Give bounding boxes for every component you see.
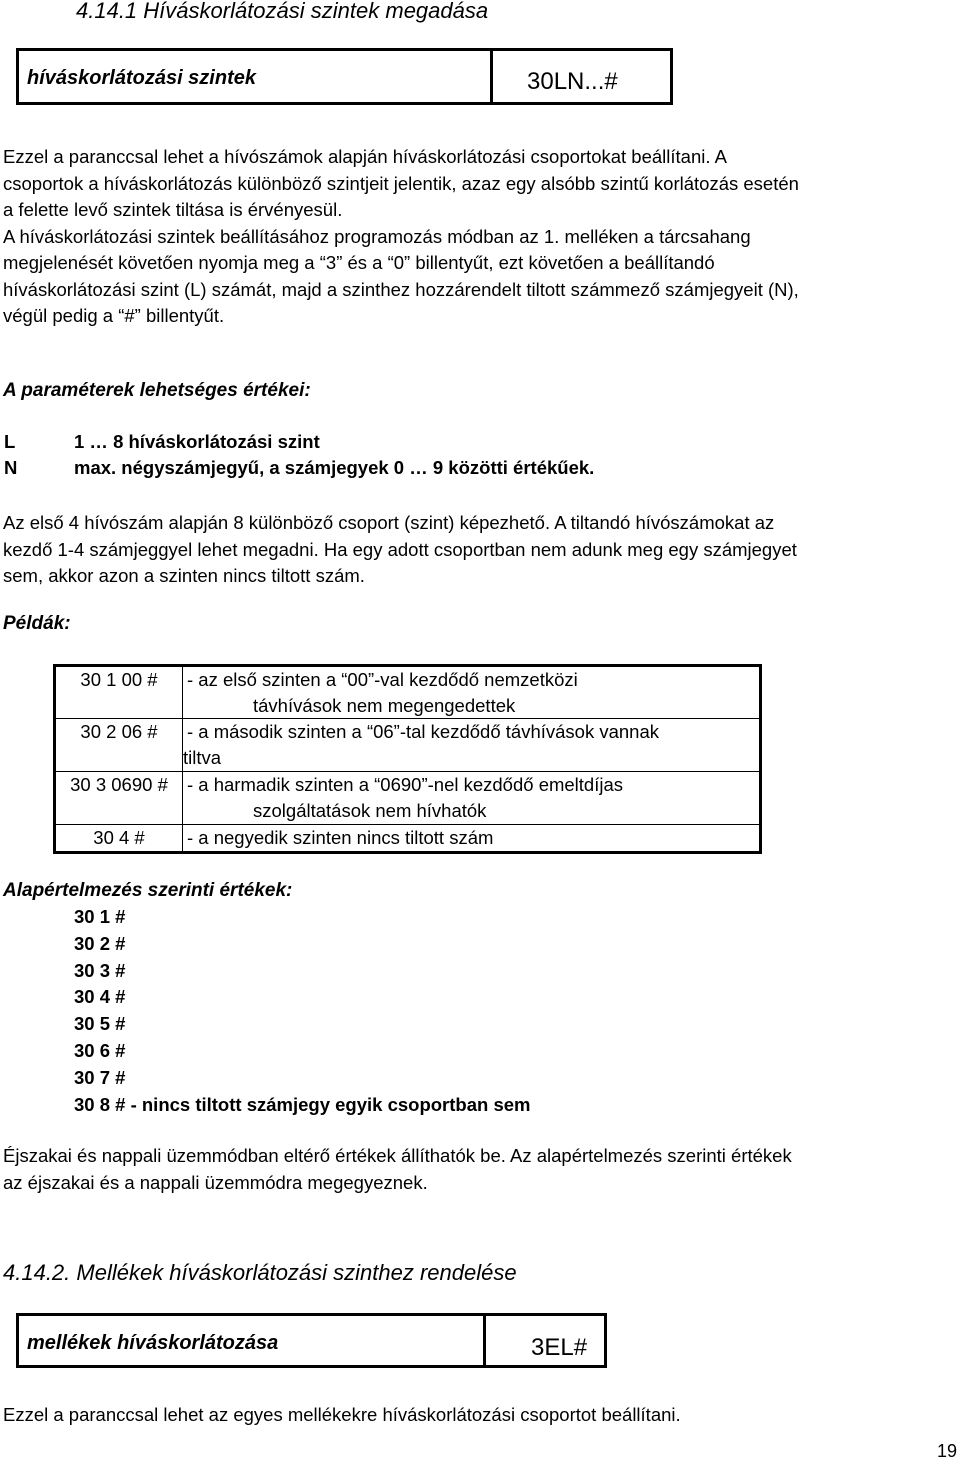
intro-line: végül pedig a “#” billentyűt. [3,305,225,326]
table-row [55,666,761,719]
info-line: Az első 4 hívószám alapján 8 különböző csoport (szint) képezhető. A tiltandó hívószámokat az [3,512,775,533]
example-desc-line1: - az első szinten a “00”-val kezdődő nemzetközi [187,669,578,690]
defaults-list [74,904,530,1118]
example-desc [183,772,761,825]
example-code: 30 2 06 # [55,719,183,772]
intro-line: A híváskorlátozási szintek beállításához programozás módban az 1. melléken a tárcsahang [3,225,751,247]
param-value-n: max. négyszámjegyű, a számjegyek 0 … 9 közötti értékűek. [74,457,595,478]
list-item: 30 4 # [74,986,126,1008]
examples-table [53,664,762,854]
param-key-n: N [4,457,18,478]
table-row [55,772,761,825]
params-heading: A paraméterek lehetséges értékei: [3,380,311,401]
example-desc-line1: - a második szinten a “06”-tal kezdődő távhívások vannak [187,721,659,742]
list-item: 30 2 # [74,932,126,954]
section-2-title: 4.14.2. Mellékek híváskorlátozási szinthez rendelése [3,1260,517,1285]
example-code: 30 4 # [55,825,183,853]
section-1-title: 4.14.1 Híváskorlátozási szintek megadása [76,0,489,23]
command-code: 3EL# [531,1334,588,1361]
list-item: 30 3 # [74,959,126,981]
intro-paragraph [3,144,799,330]
example-desc-line2: szolgáltatások nem hívhatók [253,799,487,821]
example-code: 30 3 0690 # [55,772,183,825]
info-line: sem, akkor azon a szinten nincs tiltott szám. [3,565,365,586]
list-item: 30 7 # [74,1066,126,1088]
example-desc [183,666,761,719]
example-desc-line1: - a harmadik szinten a “0690”-nel kezdődő emeltdíjas [187,774,624,795]
list-item: 30 8 # - nincs tiltott számjegy egyik csoportban sem [74,1093,531,1115]
example-desc [183,719,761,772]
page-number: 19 [937,1441,958,1461]
box-divider [490,51,493,102]
examples-heading: Példák: [3,613,71,634]
night-day-paragraph [3,1143,792,1196]
box-divider [483,1316,486,1365]
command-box-extension-restriction [16,1313,607,1368]
example-desc-line2: tiltva [183,746,222,768]
intro-line: csoportok a híváskorlátozás különböző szintjeit jelentik, azaz egy alsóbb szintű korlátozás esetén [3,172,799,194]
final-paragraph: Ezzel a paranccsal lehet az egyes mellékekre híváskorlátozási csoportot beállítani. [3,1404,681,1425]
list-item: 30 1 # [74,906,126,927]
intro-line: híváskorlátozási szint (L) számát, majd a szinthez hozzárendelt tiltott számmező számjegyeit (N), [3,278,799,300]
intro-line: Ezzel a paranccsal lehet a hívószámok alapján híváskorlátozási csoportokat beállítani. A [3,146,727,167]
example-desc [183,825,761,853]
table-row [55,719,761,772]
example-code: 30 1 00 # [55,666,183,719]
list-item: 30 6 # [74,1039,126,1061]
intro-line: a felette levő szintek tiltása is érvényesül. [3,199,343,220]
info-paragraph [3,510,797,590]
command-label: mellékek híváskorlátozása [27,1332,279,1354]
command-label: híváskorlátozási szintek [27,67,256,89]
param-value-l: 1 … 8 híváskorlátozási szint [74,431,320,452]
param-key-l: L [4,431,16,452]
info-line: kezdő 1-4 számjeggyel lehet megadni. Ha egy adott csoportban nem adunk meg egy számjegyet [3,538,797,560]
example-desc-line2: távhívások nem megengedettek [253,694,516,716]
intro-line: megjelenését követően nyomja meg a “3” és a “0” billentyűt, ezt követően a beállítandó [3,252,715,273]
list-item: 30 5 # [74,1013,126,1035]
night-line: Éjszakai és nappali üzemmódban eltérő értékek állíthatók be. Az alapértelmezés szerinti értékek [3,1145,792,1166]
command-box-call-restriction-levels [16,48,673,105]
table-row [55,825,761,853]
command-code: 30LN...# [527,68,618,95]
example-desc-line1: - a negyedik szinten nincs tiltott szám [187,827,494,848]
night-line: az éjszakai és a nappali üzemmódra megegyeznek. [3,1171,428,1193]
defaults-heading: Alapértelmezés szerinti értékek: [3,880,293,901]
